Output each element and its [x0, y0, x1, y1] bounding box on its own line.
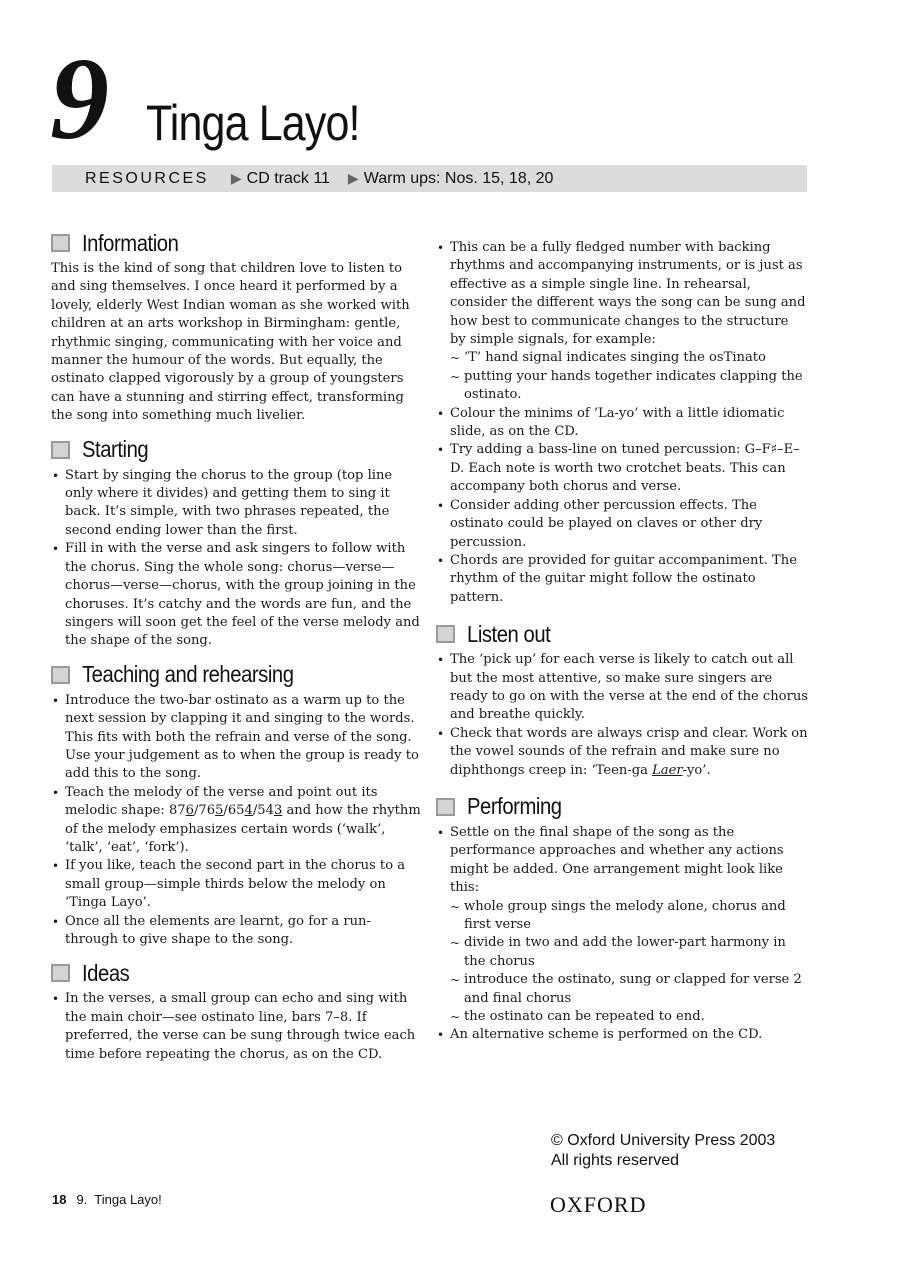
list-item: • The ‘pick up’ for each verse is likely to catch out all but the most attentive, so make sure singers are ready to go on with the verse at the end of the chorus and breathe quickly. — [436, 651, 808, 725]
list-item-melody: • Teach the melody of the verse and point out its melodic shape: 876/765/654/543 and how the rhythm of the melody emphasizes certain words (‘walk’, ‘talk’, ‘eat’, ‘fork’). — [51, 784, 421, 858]
list-item: • Chords are provided for guitar accompaniment. The rhythm of the guitar might follow the ostinato pattern. — [436, 552, 808, 607]
list-item: • Introduce the two-bar ostinato as a warm up to the next session by clapping it and singing to the words. This fits with both the refrain and verse of the song. Use your judgement as to when the group is ready to add this to the song. — [51, 692, 421, 784]
sub-list-item: ~ the ostinato can be repeated to end. — [450, 1008, 808, 1026]
footer-label: 9. Tinga Layo! — [76, 1192, 162, 1207]
section-heading: Ideas — [51, 958, 421, 988]
section-heading: Performing — [436, 792, 808, 822]
resources-label: RESOURCES — [85, 169, 209, 187]
list-item: • Once all the elements are learnt, go for a run-through to give shape to the song. — [51, 913, 421, 950]
page-footer — [52, 1192, 162, 1207]
section-performing — [436, 792, 808, 1045]
right-column — [436, 237, 808, 1054]
list-item: • Consider adding other percussion effects. The ostinato could be played on claves or other dry percussion. — [436, 497, 808, 552]
chapter-title: Tinga Layo! — [146, 95, 360, 151]
section-heading: Starting — [51, 435, 421, 465]
information-text: This is the kind of song that children love to listen to and sing themselves. I once heard it performed by a lovely, elderly West Indian woman as she worked with children at an arts workshop in Birmingham: gentle, rhythmic singing, communicating with her voice and manner the humour of the words. But equally, the ostinato clapped vigorously by a group of youngsters can have a stunning and stirring effect, transforming the song into something much livelier. — [51, 261, 410, 424]
resources-bar — [52, 165, 807, 192]
resource-cd-track: ▶ CD track 11 — [230, 169, 330, 187]
list-item: • Fill in with the verse and ask singers to follow with the chorus. Sing the whole song: chorus—verse—chorus—verse—chorus, with the group joining in the choruses. It’s catchy and the words are fun, and the singers will soon get the feel of the verse melody and the shape of the song. — [51, 540, 421, 650]
list-item: • Start by singing the chorus to the group (top line only where it divides) and getting them to sing it back. It’s simple, with two phrases repeated, the second ending lower than the first. — [51, 467, 421, 541]
section-heading: Listen out — [436, 619, 808, 649]
list-item: • Check that words are always crisp and clear. Work on the vowel sounds of the refrain and make sure no diphthongs creep in: ‘Teen-ga Laer-yo’. — [436, 725, 808, 780]
publisher-logo: OXFORD — [550, 1192, 647, 1217]
sub-list-item: ~ divide in two and add the lower-part harmony in the chorus — [450, 934, 808, 971]
checkbox-square-icon — [51, 441, 70, 459]
section-ideas-continued — [436, 239, 808, 607]
left-column — [51, 228, 421, 1073]
section-teaching — [51, 660, 421, 950]
sub-list-item: ~ whole group sings the melody alone, chorus and first verse — [450, 898, 808, 935]
section-information — [51, 228, 421, 426]
resource-warm-ups: ▶ Warm ups: Nos. 15, 18, 20 — [347, 169, 554, 187]
section-listen-out — [436, 619, 808, 780]
section-heading: Information — [51, 228, 421, 258]
checkbox-square-icon — [51, 234, 70, 252]
section-starting — [51, 435, 421, 651]
list-item: • This can be a fully fledged number with backing rhythms and accompanying instruments, or is just as effective as a simple single line. In rehearsal, consider the different ways the song can be sung and how best to communicate changes to the structure by simple signals, for example: ~ ‘T’ hand signal indicates singing the osTinato ~ putting your hands together indicates clapping the ostinato. — [436, 239, 808, 405]
checkbox-square-icon — [436, 798, 455, 816]
play-triangle-icon: ▶ — [347, 170, 359, 186]
play-triangle-icon: ▶ — [230, 170, 242, 186]
list-item: • If you like, teach the second part in the chorus to a small group—simple thirds below the melody on ‘Tinga Layo’. — [51, 857, 421, 912]
sub-list-item: ~ introduce the ostinato, sung or clapped for verse 2 and final chorus — [450, 971, 808, 1008]
list-item: • An alternative scheme is performed on the CD. — [436, 1026, 808, 1044]
section-ideas — [51, 958, 421, 1064]
list-item: • Try adding a bass-line on tuned percussion: G–F♯–E–D. Each note is worth two crotchet beats. This can accompany both chorus and verse. — [436, 441, 808, 496]
chapter-number: 9 — [50, 33, 109, 164]
checkbox-square-icon — [51, 964, 70, 982]
list-item: • Colour the minims of ‘La-yo’ with a little idiomatic slide, as on the CD. — [436, 405, 808, 442]
section-heading: Teaching and rehearsing — [51, 660, 421, 690]
checkbox-square-icon — [51, 666, 70, 684]
list-item: • Settle on the final shape of the song as the performance approaches and whether any actions might be added. One arrangement might look like this: ~ whole group sings the melody alone, chorus and first verse ~ divide in two and add the lower-part harmony in the chorus ~ introduce the ostinato, sung or clapped for verse 2 and final chorus ~ the ostinato can be repeated to end. — [436, 824, 808, 1026]
checkbox-square-icon — [436, 625, 455, 643]
copyright-notice: © Oxford University Press 2003 All rights reserved — [551, 1132, 776, 1169]
page-number: 18 — [52, 1192, 67, 1207]
list-item: • In the verses, a small group can echo and sing with the main choir—see ostinato line, bars 7–8. If preferred, the verse can be sung through twice each time before repeating the chorus, as on the CD. — [51, 990, 421, 1064]
sub-list-item: ~ ‘T’ hand signal indicates singing the osTinato — [450, 349, 808, 367]
sub-list-item: ~ putting your hands together indicates clapping the ostinato. — [450, 368, 808, 405]
